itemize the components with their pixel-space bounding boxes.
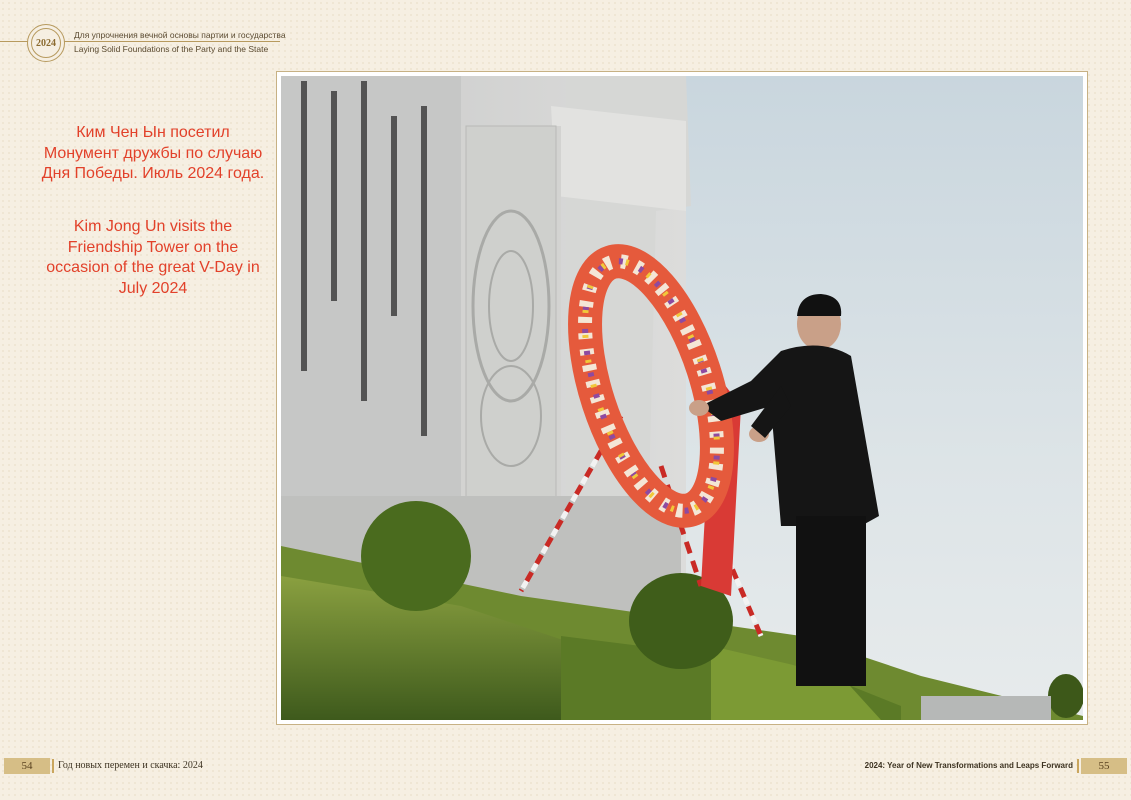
caption-russian: Ким Чен Ын посетил Монумент дружбы по случаю Дня Победы. Июль 2024 года. [41,124,265,182]
footer-divider-right [1077,759,1079,773]
header-subtitle-ru: Для упрочнения вечной основы партии и государства [74,30,286,40]
page-number-left: 54 [4,758,50,774]
seal-year: 2024 [31,28,61,58]
footer-title-right: 2024: Year of New Transformations and Leaps Forward [864,761,1073,770]
caption-english: Kim Jong Un visits the Friendship Tower on the occasion of the great V-Day in July 2024 [46,218,260,297]
year-seal-emblem [27,24,65,62]
wreath-laying-photo [281,76,1083,720]
page-number-right: 55 [1081,758,1127,774]
header-subtitle-en: Laying Solid Foundations of the Party and the State [74,44,269,54]
footer-divider-left [52,759,54,773]
footer-title-left: Год новых перемен и скачка: 2024 [58,760,203,771]
